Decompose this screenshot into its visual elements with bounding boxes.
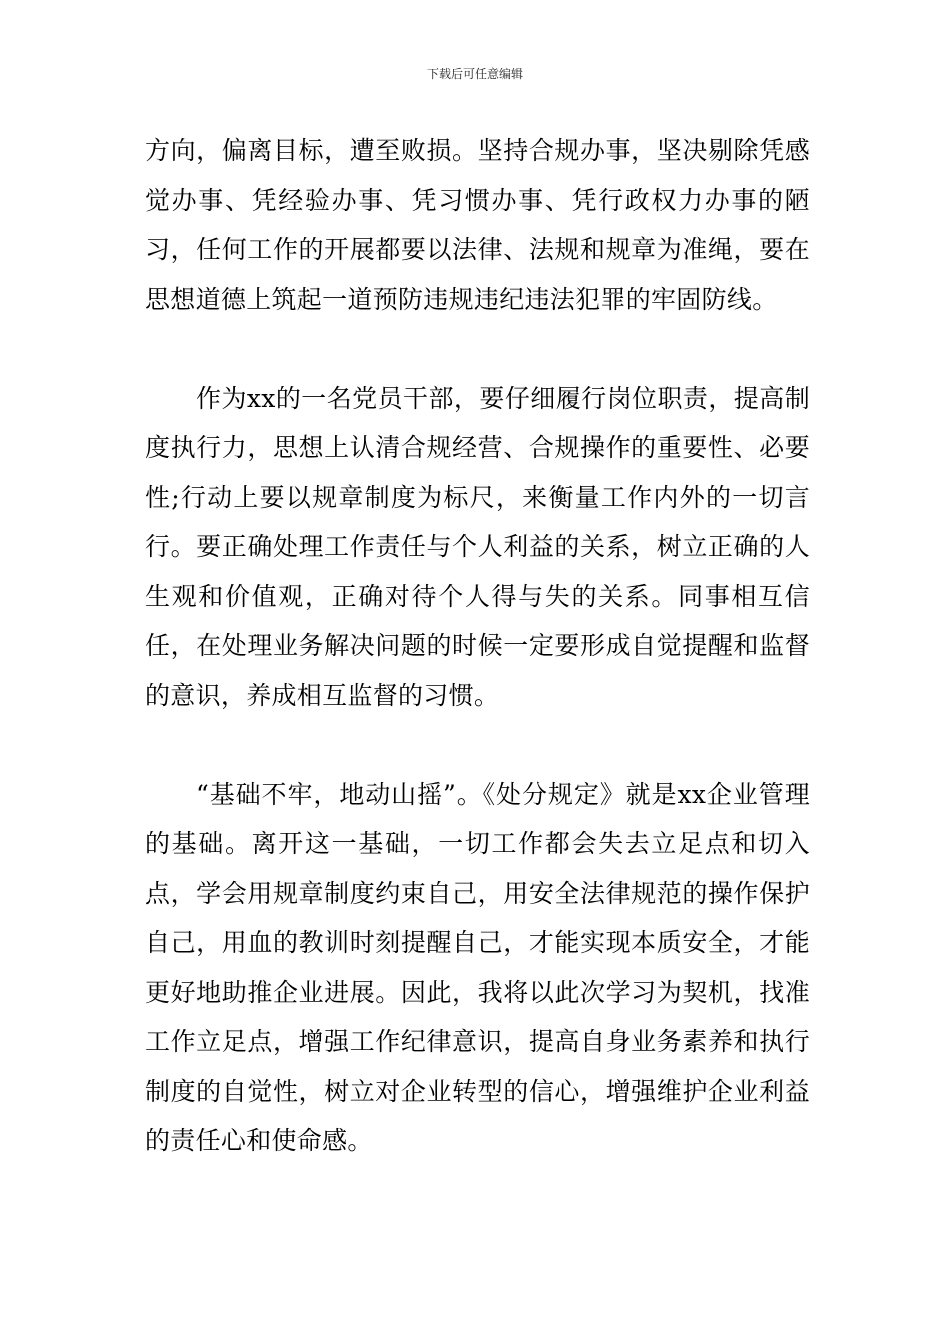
document-body: [145, 126, 810, 1166]
paragraph-1: 方向，偏离目标，遭至败损。坚持合规办事，坚决剔除凭感觉办事、凭经验办事、凭习惯办事、凭行政权力办事的陋习，任何工作的开展都要以法律、法规和规章为准绳，要在思想道德上筑起一道预防违规违纪违法犯罪的牢固防线。: [145, 136, 810, 314]
paragraph-2: 作为xx的一名党员干部，要仔细履行岗位职责，提高制度执行力，思想上认清合规经营、合规操作的重要性、必要性;行动上要以规章制度为标尺，来衡量工作内外的一切言行。要正确处理工作责任与个人利益的关系，树立正确的人生观和价值观，正确对待个人得与失的关系。同事相互信任，在处理业务解决问题的时候一定要形成自觉提醒和监督的意识，养成相互监督的习惯。: [145, 383, 810, 710]
paragraph-3: “基础不牢，地动山摇”。《处分规定》就是xx企业管理的基础。离开这一基础，一切工作都会失去立足点和切入点，学会用规章制度约束自己，用安全法律规范的操作保护自己，用血的教训时刻提醒自己，才能实现本质安全，才能更好地助推企业进展。因此，我将以此次学习为契机，找准工作立足点，增强工作纪律意识，提高自身业务素养和执行制度的自觉性，树立对企业转型的信心，增强维护企业利益的责任心和使命感。: [145, 779, 810, 1155]
page-header-note: 下载后可任意编辑: [426, 67, 523, 81]
